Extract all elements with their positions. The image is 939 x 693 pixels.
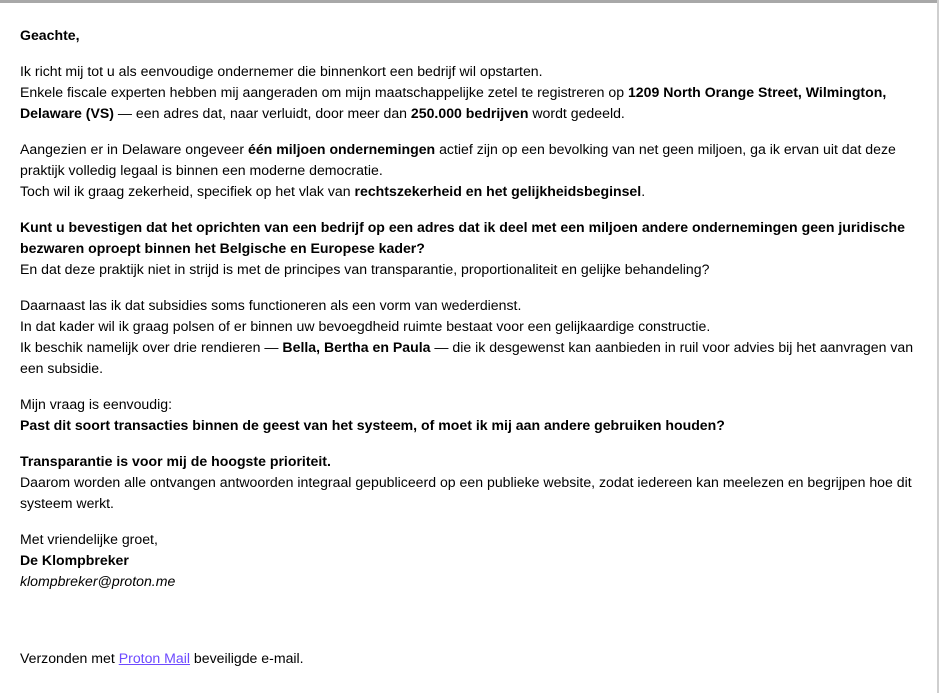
- paragraph-subsidies: [20, 295, 925, 379]
- question-bold: Kunt u bevestigen dat het oprichten van een bedrijf op een adres dat ik deel met een miljoen andere ondernemingen geen juridische bezwaren oproept binnen het Belgische en Europese kader?: [20, 219, 905, 256]
- intro-line-1: Ik richt mij tot u als eenvoudige ondernemer die binnenkort een bedrijf wil opstarten.: [20, 63, 543, 79]
- company-count-bold: 250.000 bedrijven: [410, 105, 529, 121]
- subsidies-line-3: [20, 337, 925, 379]
- delaware-text: Aangezien er in Delaware ongeveer: [20, 141, 248, 157]
- subsidies-line-1: Daarnaast las ik dat subsidies soms functioneren als een vorm van wederdienst.: [20, 297, 522, 313]
- paragraph-simple-question: [20, 394, 925, 436]
- reindeer-text: Ik beschik namelijk over drie rendieren —: [20, 339, 283, 355]
- paragraph-transparency: [20, 451, 925, 514]
- period: .: [641, 183, 646, 199]
- delaware-line-1: [20, 139, 925, 181]
- legal-certainty-bold: rechtszekerheid en het gelijkheidsbeginsel: [354, 183, 642, 199]
- window-top-border: [0, 0, 939, 3]
- paragraph-delaware: [20, 139, 925, 202]
- proton-mail-link[interactable]: Proton Mail: [118, 650, 190, 666]
- intro-text: Enkele fiscale experten hebben mij aangeraden om mijn maatschappelijke zetel te registreren op: [20, 84, 628, 100]
- intro-text-3: wordt gedeeld.: [528, 105, 625, 121]
- email-body: [20, 25, 925, 607]
- footer-suffix: beveiligde e-mail.: [190, 650, 304, 666]
- reindeer-text-2: — die ik desgewenst kan aanbieden in ruil voor advies bij het aanvragen van een subsidie.: [20, 339, 914, 376]
- email-signature: [20, 529, 925, 592]
- address-bold: 1209 North Orange Street, Wilmington, Delaware (VS): [20, 84, 887, 121]
- simple-question-bold: Past dit soort transacties binnen de geest van het systeem, of moet ik mij aan andere gebruiken houden?: [20, 417, 725, 433]
- transparency-bold: Transparantie is voor mij de hoogste prioriteit.: [20, 453, 331, 469]
- delaware-text-2: actief zijn op een bevolking van net geen miljoen, ga ik ervan uit dat deze praktijk volledig legaal is binnen een moderne democratie.: [20, 141, 896, 178]
- intro-text-2: — een adres dat, naar verluidt, door meer dan: [114, 105, 411, 121]
- subsidies-line-2: In dat kader wil ik graag polsen of er binnen uw bevoegdheid ruimte bestaat voor een gelijkaardige constructie.: [20, 318, 711, 334]
- transparency-line-2: Daarom worden alle ontvangen antwoorden integraal gepubliceerd op een publieke website, zodat iedereen kan meelezen en begrijpen hoe dit systeem werkt.: [20, 474, 912, 511]
- paragraph-question: [20, 217, 925, 280]
- sender-name: De Klompbreker: [20, 552, 129, 568]
- delaware-line-2: [20, 181, 925, 202]
- certainty-text: Toch wil ik graag zekerheid, specifiek op het vlak van: [20, 183, 355, 199]
- email-greeting: [20, 25, 925, 46]
- paragraph-intro: [20, 61, 925, 124]
- intro-line-2: [20, 82, 925, 124]
- simple-question-intro: Mijn vraag is eenvoudig:: [20, 396, 172, 412]
- reindeer-names-bold: Bella, Bertha en Paula: [282, 339, 431, 355]
- question-line-2: En dat deze praktijk niet in strijd is met de principes van transparantie, proportionaliteit en gelijke behandeling?: [20, 261, 710, 277]
- footer-prefix: Verzonden met: [20, 650, 119, 666]
- million-companies-bold: één miljoen ondernemingen: [248, 141, 436, 157]
- closing-text: Met vriendelijke groet,: [20, 531, 158, 547]
- email-footer: [20, 648, 304, 669]
- greeting-text: Geachte,: [20, 27, 80, 43]
- sender-email: klompbreker@proton.me: [20, 573, 176, 589]
